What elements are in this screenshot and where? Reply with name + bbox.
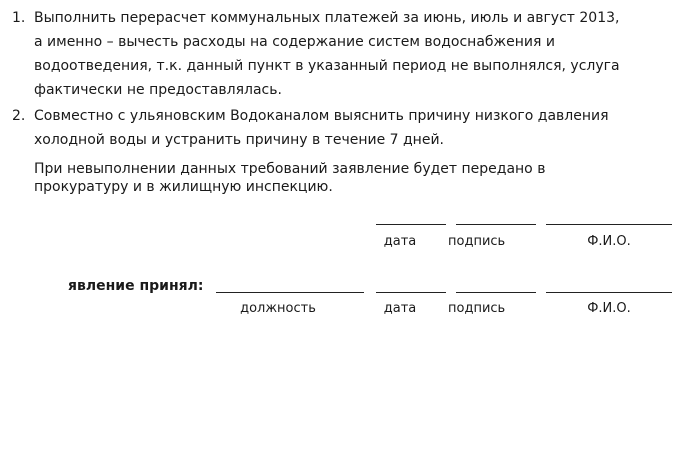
name-caption: Ф.И.О. xyxy=(587,234,631,249)
item-text-line: а именно – вычесть расходы на содержание систем водоснабжения и xyxy=(34,34,555,50)
list-item xyxy=(12,104,662,152)
date-caption: дата xyxy=(383,301,417,316)
date-caption: дата xyxy=(383,234,417,249)
item-number: 1. xyxy=(12,10,26,26)
signature-caption: подпись xyxy=(448,234,506,249)
note-line: прокуратуру и в жилищную инспекцию. xyxy=(34,179,333,195)
position-caption: должность xyxy=(240,301,316,316)
date-line[interactable] xyxy=(376,224,446,225)
name-line[interactable] xyxy=(546,292,672,293)
item-text-line: холодной воды и устранить причину в течение 7 дней. xyxy=(34,132,444,148)
name-line[interactable] xyxy=(546,224,672,225)
item-number: 2. xyxy=(12,108,26,124)
received-by-label: явление принял: xyxy=(68,278,204,294)
item-text-line: Выполнить перерасчет коммунальных платежей за июнь, июль и август 2013, xyxy=(34,10,620,26)
name-caption: Ф.И.О. xyxy=(587,301,631,316)
position-line[interactable] xyxy=(216,292,364,293)
list-item xyxy=(12,6,662,102)
item-text-line: водоотведения, т.к. данный пункт в указанный период не выполнялся, услуга xyxy=(34,58,620,74)
note-line: При невыполнении данных требований заявление будет передано в xyxy=(34,161,546,177)
item-text-line: фактически не предоставлялась. xyxy=(34,82,282,98)
signature-line[interactable] xyxy=(456,224,536,225)
signature-line[interactable] xyxy=(456,292,536,293)
request-list xyxy=(12,6,662,152)
warning-note xyxy=(34,160,634,196)
item-text-line: Совместно с ульяновским Водоканалом выяснить причину низкого давления xyxy=(34,108,609,124)
signature-caption: подпись xyxy=(448,301,506,316)
date-line[interactable] xyxy=(376,292,446,293)
